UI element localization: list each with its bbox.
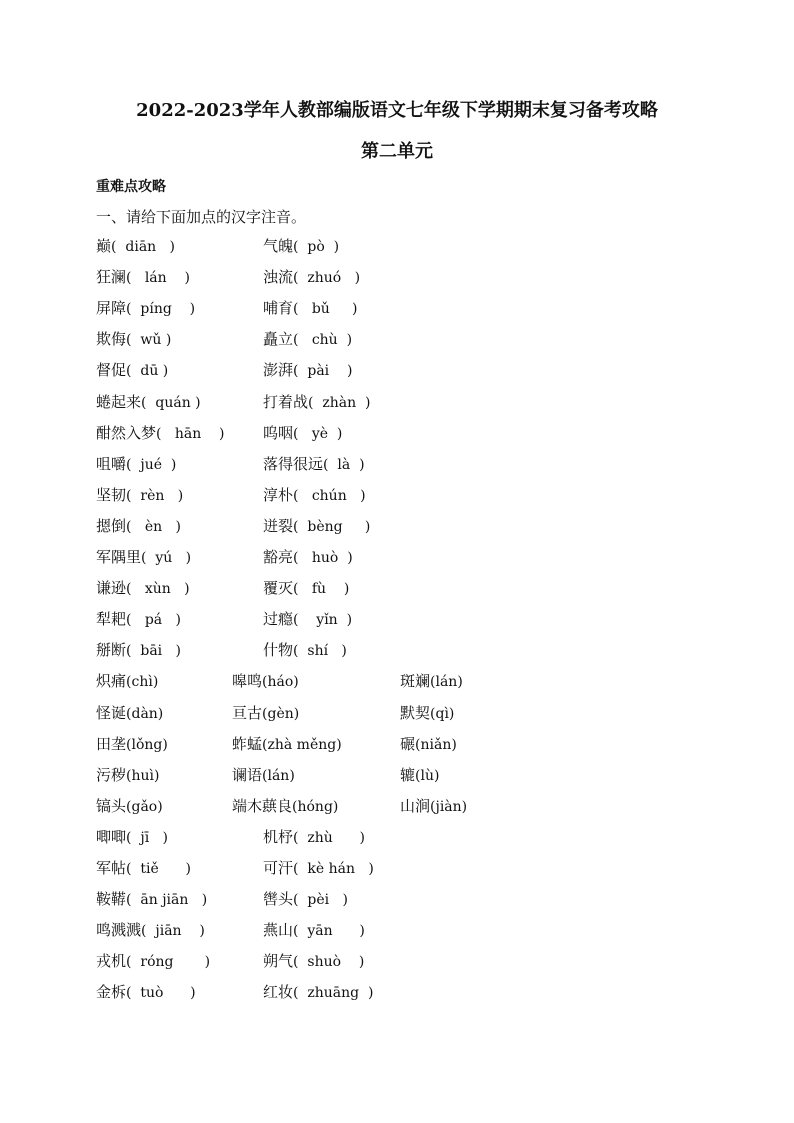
pinyin-row bbox=[0, 888, 794, 916]
pinyin-row bbox=[0, 391, 794, 419]
pinyin-answer: (huì) bbox=[126, 768, 160, 784]
word-text: 什物 bbox=[263, 641, 294, 659]
word-text: 澎湃 bbox=[263, 361, 294, 379]
pinyin-item bbox=[263, 857, 374, 878]
pinyin-answer: ( quán ) bbox=[141, 395, 201, 411]
word-text: 辘 bbox=[400, 766, 416, 784]
pinyin-item bbox=[96, 888, 207, 909]
pinyin-item bbox=[96, 857, 191, 878]
pinyin-item bbox=[263, 484, 366, 505]
word-text: 朔气 bbox=[263, 952, 294, 970]
pinyin-answer: (jiàn) bbox=[430, 799, 468, 815]
pinyin-item bbox=[232, 795, 338, 816]
document-title: 2022-2023学年人教部编版语文七年级下学期期末复习备考攻略 bbox=[136, 100, 658, 121]
pinyin-row bbox=[0, 297, 794, 325]
word-text: 镐头 bbox=[96, 797, 127, 815]
pinyin-answer: ( jué ) bbox=[126, 457, 177, 473]
word-text: 斑斓 bbox=[400, 672, 431, 690]
word-text: 炽痛 bbox=[96, 672, 127, 690]
pinyin-answer: ( ān jiān ) bbox=[126, 892, 208, 908]
word-text: 谰语 bbox=[232, 766, 263, 784]
word-text: 呜咽 bbox=[263, 424, 294, 442]
pinyin-answer: ( rèn ) bbox=[126, 488, 184, 504]
pinyin-answer: ( hān ) bbox=[156, 426, 225, 442]
word-text: 浊流 bbox=[263, 268, 294, 286]
word-text: 狂澜 bbox=[96, 268, 127, 286]
pinyin-answer: ( pá ) bbox=[126, 612, 181, 628]
pinyin-row bbox=[0, 328, 794, 356]
pinyin-item bbox=[96, 484, 183, 505]
word-text: 军隅里 bbox=[96, 548, 142, 566]
pinyin-answer: (dàn) bbox=[126, 706, 164, 722]
pinyin-item bbox=[263, 826, 365, 847]
pinyin-item bbox=[96, 328, 171, 349]
pinyin-row bbox=[0, 266, 794, 294]
pinyin-answer: (gǎo) bbox=[126, 799, 163, 815]
pinyin-item bbox=[96, 453, 176, 474]
pinyin-answer: ( kè hán ) bbox=[293, 861, 374, 877]
unit-subtitle: 第二单元 bbox=[361, 141, 433, 162]
pinyin-item bbox=[96, 422, 224, 443]
pinyin-item bbox=[96, 764, 159, 785]
pinyin-answer: ( chù ) bbox=[293, 332, 353, 348]
pinyin-answer: (gèn) bbox=[262, 706, 300, 722]
pinyin-answer: (háo) bbox=[262, 674, 299, 690]
word-text: 过瘾 bbox=[263, 610, 294, 628]
pinyin-item bbox=[263, 422, 342, 443]
word-text: 默契 bbox=[400, 704, 431, 722]
pinyin-answer: ( píng ) bbox=[126, 301, 196, 317]
word-text: 巅 bbox=[96, 237, 112, 255]
pinyin-row bbox=[0, 733, 794, 761]
pinyin-row bbox=[0, 422, 794, 450]
pinyin-item bbox=[96, 297, 195, 318]
pinyin-item bbox=[263, 235, 339, 256]
word-text: 嗥鸣 bbox=[232, 672, 263, 690]
word-text: 鸣溅溅 bbox=[96, 921, 142, 939]
pinyin-answer: ( wǔ ) bbox=[126, 332, 172, 348]
word-text: 覆灭 bbox=[263, 579, 294, 597]
pinyin-item bbox=[96, 266, 190, 287]
pinyin-row bbox=[0, 702, 794, 730]
pinyin-row bbox=[0, 764, 794, 792]
pinyin-item bbox=[400, 702, 454, 723]
pinyin-answer: ( jiān ) bbox=[141, 923, 205, 939]
word-text: 亘古 bbox=[232, 704, 263, 722]
pinyin-item bbox=[96, 670, 158, 691]
pinyin-row bbox=[0, 795, 794, 823]
word-text: 气魄 bbox=[263, 237, 294, 255]
word-text: 打着战 bbox=[263, 393, 309, 411]
word-text: 蜷起来 bbox=[96, 393, 142, 411]
pinyin-item bbox=[400, 795, 467, 816]
pinyin-item bbox=[96, 826, 168, 847]
pinyin-item bbox=[96, 515, 181, 536]
pinyin-answer: (qì) bbox=[430, 706, 455, 722]
word-text: 怪诞 bbox=[96, 704, 127, 722]
pinyin-answer: ( èn ) bbox=[126, 519, 181, 535]
pinyin-row bbox=[0, 577, 794, 605]
word-text: 唧唧 bbox=[96, 828, 127, 846]
pinyin-answer: ( chún ) bbox=[293, 488, 366, 504]
pinyin-row bbox=[0, 546, 794, 574]
pinyin-answer: ( tiě ) bbox=[126, 861, 191, 877]
pinyin-row bbox=[0, 857, 794, 885]
pinyin-item bbox=[263, 577, 349, 598]
word-text: 燕山 bbox=[263, 921, 294, 939]
pinyin-answer: ( zhàn ) bbox=[308, 395, 371, 411]
word-text: 坚韧 bbox=[96, 486, 127, 504]
pinyin-row bbox=[0, 484, 794, 512]
word-text: 污秽 bbox=[96, 766, 127, 784]
pinyin-item bbox=[96, 546, 191, 567]
pinyin-item bbox=[96, 639, 181, 660]
word-text: 金柝 bbox=[96, 983, 127, 1001]
pinyin-item bbox=[263, 266, 360, 287]
pinyin-answer: ( pèi ) bbox=[293, 892, 348, 908]
pinyin-item bbox=[263, 888, 348, 909]
pinyin-answer: ( zhuó ) bbox=[293, 270, 361, 286]
pinyin-item bbox=[263, 546, 353, 567]
pinyin-item bbox=[96, 391, 201, 412]
pinyin-answer: ( pò ) bbox=[293, 239, 340, 255]
word-text: 酣然入梦 bbox=[96, 424, 157, 442]
pinyin-item bbox=[263, 359, 352, 380]
pinyin-answer: (hóng) bbox=[292, 799, 339, 815]
pinyin-item bbox=[96, 577, 190, 598]
pinyin-item bbox=[400, 764, 439, 785]
pinyin-answer: ( zhuāng ) bbox=[293, 985, 374, 1001]
word-text: 红妆 bbox=[263, 983, 294, 1001]
word-text: 犁耙 bbox=[96, 610, 127, 628]
pinyin-answer: ( pài ) bbox=[293, 363, 353, 379]
pinyin-answer: ( yǐn ) bbox=[293, 612, 353, 628]
pinyin-answer: ( tuò ) bbox=[126, 985, 196, 1001]
pinyin-item bbox=[96, 919, 205, 940]
pinyin-answer: ( dū ) bbox=[126, 363, 169, 379]
pinyin-row bbox=[0, 981, 794, 1009]
question-instruction: 一、请给下面加点的汉字注音。 bbox=[96, 208, 307, 226]
word-text: 督促 bbox=[96, 361, 127, 379]
word-text: 掰断 bbox=[96, 641, 127, 659]
word-text: 机杼 bbox=[263, 828, 294, 846]
pinyin-item bbox=[96, 608, 181, 629]
word-text: 谦逊 bbox=[96, 579, 127, 597]
pinyin-item bbox=[96, 795, 163, 816]
pinyin-answer: ( jī ) bbox=[126, 830, 169, 846]
pinyin-item bbox=[263, 950, 364, 971]
word-text: 淳朴 bbox=[263, 486, 294, 504]
pinyin-answer: (lù) bbox=[415, 768, 440, 784]
pinyin-answer: ( yān ) bbox=[293, 923, 365, 939]
pinyin-row bbox=[0, 670, 794, 698]
pinyin-row bbox=[0, 359, 794, 387]
pinyin-row bbox=[0, 608, 794, 636]
pinyin-answer: ( fù ) bbox=[293, 581, 350, 597]
pinyin-item bbox=[400, 733, 457, 754]
pinyin-answer: (lǒng) bbox=[126, 737, 168, 753]
word-text: 哺育 bbox=[263, 299, 294, 317]
pinyin-item bbox=[232, 764, 295, 785]
pinyin-answer: ( bǔ ) bbox=[293, 301, 358, 317]
pinyin-answer: ( róng ) bbox=[126, 954, 211, 970]
word-text: 豁亮 bbox=[263, 548, 294, 566]
pinyin-answer: ( huò ) bbox=[293, 550, 353, 566]
pinyin-row bbox=[0, 826, 794, 854]
pinyin-answer: ( shí ) bbox=[293, 643, 347, 659]
word-text: 蚱蜢 bbox=[232, 735, 263, 753]
pinyin-answer: ( lán ) bbox=[126, 270, 190, 286]
pinyin-answer: (chì) bbox=[126, 674, 159, 690]
pinyin-item bbox=[96, 981, 196, 1002]
word-text: 咀嚼 bbox=[96, 455, 127, 473]
word-text: 可汗 bbox=[263, 859, 294, 877]
pinyin-row bbox=[0, 639, 794, 667]
pinyin-item bbox=[96, 733, 168, 754]
pinyin-item bbox=[263, 391, 371, 412]
pinyin-item bbox=[232, 670, 299, 691]
word-text: 屏障 bbox=[96, 299, 127, 317]
pinyin-item bbox=[96, 950, 210, 971]
word-text: 迸裂 bbox=[263, 517, 294, 535]
pinyin-answer: (zhà měng) bbox=[262, 737, 342, 753]
pinyin-row bbox=[0, 235, 794, 263]
pinyin-answer: ( là ) bbox=[323, 457, 365, 473]
pinyin-item bbox=[232, 702, 299, 723]
pinyin-item bbox=[263, 453, 365, 474]
pinyin-answer: (niǎn) bbox=[415, 737, 457, 753]
pinyin-item bbox=[263, 919, 365, 940]
pinyin-item bbox=[96, 359, 168, 380]
pinyin-item bbox=[263, 328, 352, 349]
pinyin-answer: ( bèng ) bbox=[293, 519, 371, 535]
word-text: 辔头 bbox=[263, 890, 294, 908]
word-text: 矗立 bbox=[263, 330, 294, 348]
word-text: 鞍鞯 bbox=[96, 890, 127, 908]
pinyin-answer: (lán) bbox=[262, 768, 295, 784]
pinyin-answer: ( bāi ) bbox=[126, 643, 181, 659]
pinyin-row bbox=[0, 950, 794, 978]
pinyin-item bbox=[263, 297, 358, 318]
pinyin-item bbox=[263, 608, 352, 629]
word-text: 端木蕻良 bbox=[232, 797, 293, 815]
pinyin-answer: ( yè ) bbox=[293, 426, 343, 442]
pinyin-item bbox=[263, 981, 373, 1002]
pinyin-row bbox=[0, 919, 794, 947]
pinyin-item bbox=[263, 639, 347, 660]
word-text: 欺侮 bbox=[96, 330, 127, 348]
pinyin-item bbox=[400, 670, 463, 691]
pinyin-item bbox=[96, 702, 163, 723]
word-text: 碾 bbox=[400, 735, 416, 753]
word-text: 山涧 bbox=[400, 797, 431, 815]
pinyin-answer: ( shuò ) bbox=[293, 954, 365, 970]
pinyin-answer: (lán) bbox=[430, 674, 463, 690]
word-text: 军帖 bbox=[96, 859, 127, 877]
pinyin-item bbox=[232, 733, 342, 754]
pinyin-row bbox=[0, 515, 794, 543]
pinyin-answer: ( yú ) bbox=[141, 550, 192, 566]
pinyin-item bbox=[96, 235, 175, 256]
pinyin-row bbox=[0, 453, 794, 481]
pinyin-answer: ( diān ) bbox=[111, 239, 175, 255]
section-heading: 重难点攻略 bbox=[96, 179, 166, 195]
pinyin-answer: ( xùn ) bbox=[126, 581, 190, 597]
word-text: 田垄 bbox=[96, 735, 127, 753]
word-text: 摁倒 bbox=[96, 517, 127, 535]
word-text: 落得很远 bbox=[263, 455, 324, 473]
pinyin-answer: ( zhù ) bbox=[293, 830, 365, 846]
word-text: 戎机 bbox=[96, 952, 127, 970]
pinyin-item bbox=[263, 515, 370, 536]
